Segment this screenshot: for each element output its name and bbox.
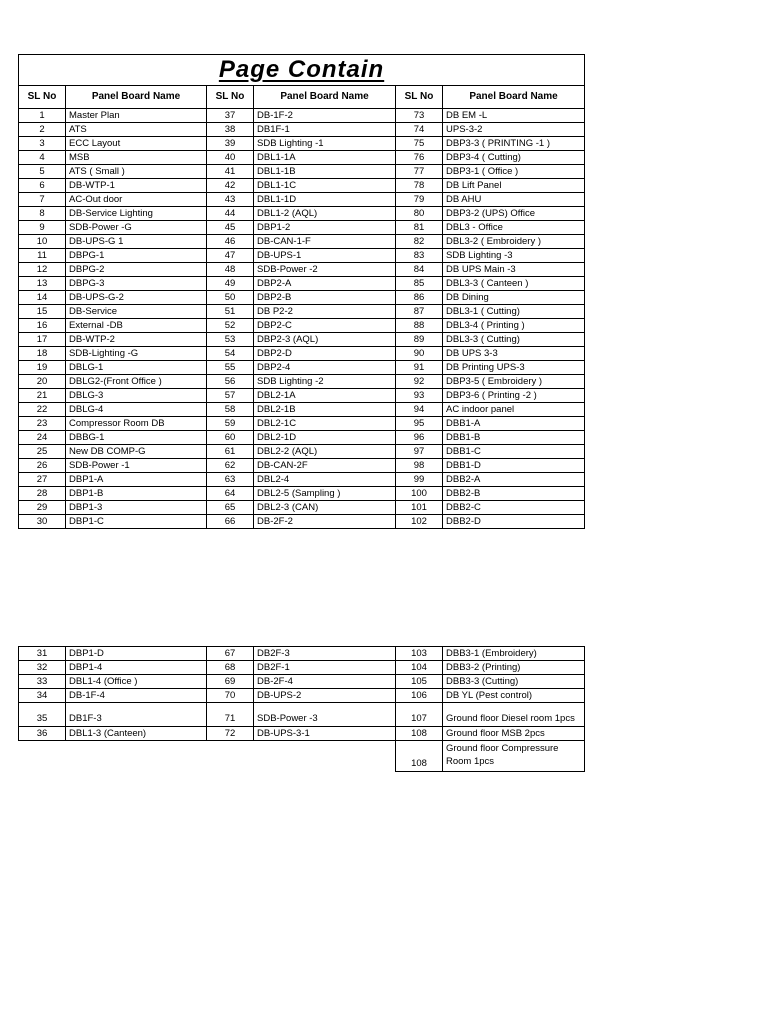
serial-number-cell: 3 xyxy=(19,137,66,151)
serial-number-cell: 100 xyxy=(396,487,443,501)
empty-cell xyxy=(66,741,207,772)
serial-number-cell: 22 xyxy=(19,403,66,417)
serial-number-cell: 46 xyxy=(207,235,254,249)
serial-number-cell: 62 xyxy=(207,459,254,473)
panel-board-index-table xyxy=(18,54,585,529)
panel-board-name-cell: DBL2-5 (Sampling ) xyxy=(254,487,396,501)
serial-number-cell: 43 xyxy=(207,193,254,207)
serial-number-cell: 107 xyxy=(396,703,443,727)
serial-number-cell: 108 xyxy=(396,727,443,741)
panel-board-name-cell: DBP3-5 ( Embroidery ) xyxy=(443,375,585,389)
empty-cell xyxy=(207,741,254,772)
panel-board-name-cell: DBP3-4 ( Cutting) xyxy=(443,151,585,165)
serial-number-cell: 103 xyxy=(396,647,443,661)
serial-number-cell: 19 xyxy=(19,361,66,375)
serial-number-cell: 30 xyxy=(19,515,66,529)
serial-number-cell: 31 xyxy=(19,647,66,661)
serial-number-cell: 41 xyxy=(207,165,254,179)
panel-board-name-cell: DBP1-D xyxy=(66,647,207,661)
table-row xyxy=(19,109,585,123)
panel-board-name-cell: DB P2-2 xyxy=(254,305,396,319)
panel-board-name-cell: DBL2-1B xyxy=(254,403,396,417)
panel-board-name-cell: DB EM -L xyxy=(443,109,585,123)
table-row xyxy=(19,501,585,515)
table-row xyxy=(19,151,585,165)
serial-number-cell: 67 xyxy=(207,647,254,661)
serial-number-cell: 28 xyxy=(19,487,66,501)
serial-number-cell: 64 xyxy=(207,487,254,501)
panel-board-name-cell: DBPG-3 xyxy=(66,277,207,291)
panel-board-name-cell: DBPG-2 xyxy=(66,263,207,277)
panel-board-name-cell: ECC Layout xyxy=(66,137,207,151)
table-row xyxy=(19,689,585,703)
serial-number-cell: 72 xyxy=(207,727,254,741)
panel-board-name-cell: Master Plan xyxy=(66,109,207,123)
serial-number-cell: 94 xyxy=(396,403,443,417)
serial-number-cell: 21 xyxy=(19,389,66,403)
header-row xyxy=(19,86,585,109)
panel-board-name-cell: DB YL (Pest control) xyxy=(443,689,585,703)
panel-board-name-cell: ATS xyxy=(66,123,207,137)
serial-number-cell: 29 xyxy=(19,501,66,515)
panel-board-name-cell: SDB Lighting -2 xyxy=(254,375,396,389)
serial-number-cell: 9 xyxy=(19,221,66,235)
table-row xyxy=(19,207,585,221)
serial-number-cell: 65 xyxy=(207,501,254,515)
serial-number-cell: 105 xyxy=(396,675,443,689)
serial-number-cell: 12 xyxy=(19,263,66,277)
panel-board-name-cell: SDB-Lighting -G xyxy=(66,347,207,361)
panel-board-name-cell: ATS ( Small ) xyxy=(66,165,207,179)
panel-board-name-cell: AC indoor panel xyxy=(443,403,585,417)
panel-board-name-cell: Ground floor Diesel room 1pcs xyxy=(443,703,585,727)
serial-number-cell: 47 xyxy=(207,249,254,263)
panel-board-name-cell: DB-2F-4 xyxy=(254,675,396,689)
serial-number-cell: 23 xyxy=(19,417,66,431)
serial-number-cell: 44 xyxy=(207,207,254,221)
panel-board-name-cell: DBL3 - Office xyxy=(443,221,585,235)
serial-number-cell: 26 xyxy=(19,459,66,473)
serial-number-cell: 33 xyxy=(19,675,66,689)
panel-board-name-cell: MSB xyxy=(66,151,207,165)
panel-board-name-cell: SDB-Power -3 xyxy=(254,703,396,727)
serial-number-cell: 82 xyxy=(396,235,443,249)
serial-number-cell: 24 xyxy=(19,431,66,445)
serial-number-cell: 17 xyxy=(19,333,66,347)
table-row xyxy=(19,417,585,431)
serial-number-cell: 27 xyxy=(19,473,66,487)
table-row xyxy=(19,647,585,661)
panel-board-name-cell: DBP1-A xyxy=(66,473,207,487)
page-title-cell xyxy=(19,55,585,86)
panel-board-name-cell: DBP3-3 ( PRINTING -1 ) xyxy=(443,137,585,151)
serial-number-cell: 91 xyxy=(396,361,443,375)
col-header-sl: SL No xyxy=(396,86,443,109)
panel-board-name-cell: DBB1-D xyxy=(443,459,585,473)
panel-board-name-cell: DB2F-3 xyxy=(254,647,396,661)
serial-number-cell: 71 xyxy=(207,703,254,727)
serial-number-cell: 25 xyxy=(19,445,66,459)
panel-board-name-cell: DBP1-C xyxy=(66,515,207,529)
serial-number-cell: 13 xyxy=(19,277,66,291)
table-row xyxy=(19,487,585,501)
panel-board-name-cell: DBL3-2 ( Embroidery ) xyxy=(443,235,585,249)
serial-number-cell: 6 xyxy=(19,179,66,193)
serial-number-cell: 89 xyxy=(396,333,443,347)
panel-board-name-cell: SDB Lighting -3 xyxy=(443,249,585,263)
panel-board-name-cell: DBLG-3 xyxy=(66,389,207,403)
table-row xyxy=(19,375,585,389)
panel-board-name-cell: DB-UPS-1 xyxy=(254,249,396,263)
table-row xyxy=(19,263,585,277)
panel-board-name-cell: DB-UPS-G 1 xyxy=(66,235,207,249)
panel-board-name-cell: DBB3-1 (Embroidery) xyxy=(443,647,585,661)
table-row xyxy=(19,165,585,179)
panel-board-index-table-continued xyxy=(18,646,585,772)
table-row xyxy=(19,459,585,473)
serial-number-cell: 52 xyxy=(207,319,254,333)
serial-number-cell: 84 xyxy=(396,263,443,277)
panel-board-name-cell: DBP3-1 ( Office ) xyxy=(443,165,585,179)
panel-board-name-cell: New DB COMP-G xyxy=(66,445,207,459)
table-row xyxy=(19,741,585,772)
serial-number-cell: 50 xyxy=(207,291,254,305)
panel-board-name-cell: DBL2-2 (AQL) xyxy=(254,445,396,459)
panel-board-name-cell: DBP2-3 (AQL) xyxy=(254,333,396,347)
serial-number-cell: 99 xyxy=(396,473,443,487)
table-row xyxy=(19,515,585,529)
serial-number-cell: 7 xyxy=(19,193,66,207)
table-row xyxy=(19,221,585,235)
table-row xyxy=(19,403,585,417)
empty-cell xyxy=(254,741,396,772)
col-header-sl: SL No xyxy=(207,86,254,109)
serial-number-cell: 10 xyxy=(19,235,66,249)
table-row xyxy=(19,361,585,375)
table-row xyxy=(19,291,585,305)
panel-board-name-cell: Ground floor Compressure Room 1pcs xyxy=(443,741,585,772)
serial-number-cell: 95 xyxy=(396,417,443,431)
serial-number-cell: 74 xyxy=(396,123,443,137)
panel-board-name-cell: DB-Service xyxy=(66,305,207,319)
table-row xyxy=(19,445,585,459)
serial-number-cell: 104 xyxy=(396,661,443,675)
serial-number-cell: 85 xyxy=(396,277,443,291)
serial-number-cell: 96 xyxy=(396,431,443,445)
serial-number-cell: 49 xyxy=(207,277,254,291)
table-row xyxy=(19,703,585,727)
serial-number-cell: 75 xyxy=(396,137,443,151)
panel-board-name-cell: SDB-Power -1 xyxy=(66,459,207,473)
table-row xyxy=(19,333,585,347)
panel-board-name-cell: DBL2-3 (CAN) xyxy=(254,501,396,515)
panel-board-name-cell: DBL1-2 (AQL) xyxy=(254,207,396,221)
panel-board-name-cell: DBB2-C xyxy=(443,501,585,515)
serial-number-cell: 73 xyxy=(396,109,443,123)
table-row xyxy=(19,137,585,151)
serial-number-cell: 106 xyxy=(396,689,443,703)
serial-number-cell: 58 xyxy=(207,403,254,417)
table-row xyxy=(19,727,585,741)
panel-board-name-cell: DBL2-1C xyxy=(254,417,396,431)
serial-number-cell: 53 xyxy=(207,333,254,347)
panel-board-name-cell: DBL3-4 ( Printing ) xyxy=(443,319,585,333)
serial-number-cell: 2 xyxy=(19,123,66,137)
serial-number-cell: 57 xyxy=(207,389,254,403)
serial-number-cell: 108 xyxy=(396,741,443,772)
serial-number-cell: 92 xyxy=(396,375,443,389)
serial-number-cell: 40 xyxy=(207,151,254,165)
table-row xyxy=(19,123,585,137)
serial-number-cell: 20 xyxy=(19,375,66,389)
serial-number-cell: 77 xyxy=(396,165,443,179)
panel-board-name-cell: DBLG-4 xyxy=(66,403,207,417)
serial-number-cell: 87 xyxy=(396,305,443,319)
serial-number-cell: 68 xyxy=(207,661,254,675)
serial-number-cell: 5 xyxy=(19,165,66,179)
panel-board-name-cell: DBL1-1A xyxy=(254,151,396,165)
serial-number-cell: 34 xyxy=(19,689,66,703)
serial-number-cell: 90 xyxy=(396,347,443,361)
panel-board-name-cell: DB1F-3 xyxy=(66,703,207,727)
panel-board-name-cell: DBL2-4 xyxy=(254,473,396,487)
panel-board-name-cell: DB-UPS-3-1 xyxy=(254,727,396,741)
col-header-name: Panel Board Name xyxy=(66,86,207,109)
panel-board-name-cell: DBP1-2 xyxy=(254,221,396,235)
serial-number-cell: 59 xyxy=(207,417,254,431)
panel-board-name-cell: DB-Service Lighting xyxy=(66,207,207,221)
panel-board-name-cell: DB-UPS-G-2 xyxy=(66,291,207,305)
panel-board-name-cell: DB-1F-4 xyxy=(66,689,207,703)
serial-number-cell: 78 xyxy=(396,179,443,193)
serial-number-cell: 81 xyxy=(396,221,443,235)
serial-number-cell: 61 xyxy=(207,445,254,459)
panel-board-name-cell: DBP3-2 (UPS) Office xyxy=(443,207,585,221)
table-row xyxy=(19,319,585,333)
serial-number-cell: 37 xyxy=(207,109,254,123)
serial-number-cell: 16 xyxy=(19,319,66,333)
panel-board-name-cell: External -DB xyxy=(66,319,207,333)
serial-number-cell: 56 xyxy=(207,375,254,389)
serial-number-cell: 88 xyxy=(396,319,443,333)
serial-number-cell: 98 xyxy=(396,459,443,473)
serial-number-cell: 42 xyxy=(207,179,254,193)
panel-board-name-cell: DB AHU xyxy=(443,193,585,207)
serial-number-cell: 18 xyxy=(19,347,66,361)
serial-number-cell: 8 xyxy=(19,207,66,221)
panel-board-name-cell: DBP2-C xyxy=(254,319,396,333)
serial-number-cell: 86 xyxy=(396,291,443,305)
serial-number-cell: 38 xyxy=(207,123,254,137)
panel-board-name-cell: DB Printing UPS-3 xyxy=(443,361,585,375)
panel-board-name-cell: DB-2F-2 xyxy=(254,515,396,529)
table-row xyxy=(19,675,585,689)
panel-board-name-cell: DB-CAN-2F xyxy=(254,459,396,473)
serial-number-cell: 83 xyxy=(396,249,443,263)
table-row xyxy=(19,249,585,263)
panel-board-name-cell: UPS-3-2 xyxy=(443,123,585,137)
table-row xyxy=(19,661,585,675)
panel-board-name-cell: DBL3-1 ( Cutting) xyxy=(443,305,585,319)
serial-number-cell: 101 xyxy=(396,501,443,515)
panel-board-name-cell: DBLG-1 xyxy=(66,361,207,375)
serial-number-cell: 32 xyxy=(19,661,66,675)
serial-number-cell: 14 xyxy=(19,291,66,305)
panel-board-name-cell: DBP2-D xyxy=(254,347,396,361)
table-row xyxy=(19,347,585,361)
panel-board-name-cell: DBL1-3 (Canteen) xyxy=(66,727,207,741)
panel-board-name-cell: DBP2-4 xyxy=(254,361,396,375)
panel-board-name-cell: DB2F-1 xyxy=(254,661,396,675)
panel-board-name-cell: DBB2-B xyxy=(443,487,585,501)
table-row xyxy=(19,473,585,487)
panel-board-name-cell: DBP1-B xyxy=(66,487,207,501)
table-row xyxy=(19,235,585,249)
panel-board-name-cell: SDB-Power -G xyxy=(66,221,207,235)
panel-board-name-cell: DBL3-3 ( Cutting) xyxy=(443,333,585,347)
serial-number-cell: 36 xyxy=(19,727,66,741)
table-row xyxy=(19,193,585,207)
serial-number-cell: 51 xyxy=(207,305,254,319)
panel-board-name-cell: DB-CAN-1-F xyxy=(254,235,396,249)
panel-board-name-cell: DBP2-A xyxy=(254,277,396,291)
panel-board-name-cell: DBB1-C xyxy=(443,445,585,459)
panel-board-name-cell: DBB2-A xyxy=(443,473,585,487)
panel-board-name-cell: DB-WTP-2 xyxy=(66,333,207,347)
table-row xyxy=(19,389,585,403)
serial-number-cell: 63 xyxy=(207,473,254,487)
col-header-name: Panel Board Name xyxy=(443,86,585,109)
serial-number-cell: 55 xyxy=(207,361,254,375)
serial-number-cell: 35 xyxy=(19,703,66,727)
serial-number-cell: 66 xyxy=(207,515,254,529)
panel-board-name-cell: DBL2-1A xyxy=(254,389,396,403)
serial-number-cell: 60 xyxy=(207,431,254,445)
panel-board-name-cell: DBP1-3 xyxy=(66,501,207,515)
table-row xyxy=(19,431,585,445)
page-title: Page Contain xyxy=(218,56,385,83)
serial-number-cell: 69 xyxy=(207,675,254,689)
panel-board-name-cell: DBP3-6 ( Printing -2 ) xyxy=(443,389,585,403)
serial-number-cell: 39 xyxy=(207,137,254,151)
serial-number-cell: 79 xyxy=(396,193,443,207)
serial-number-cell: 48 xyxy=(207,263,254,277)
panel-board-name-cell: DBB1-A xyxy=(443,417,585,431)
panel-board-name-cell: DBB1-B xyxy=(443,431,585,445)
panel-board-name-cell: DB Dining xyxy=(443,291,585,305)
serial-number-cell: 1 xyxy=(19,109,66,123)
serial-number-cell: 80 xyxy=(396,207,443,221)
panel-board-name-cell: DBB3-2 (Printing) xyxy=(443,661,585,675)
panel-board-name-cell: DBL3-3 ( Canteen ) xyxy=(443,277,585,291)
serial-number-cell: 15 xyxy=(19,305,66,319)
serial-number-cell: 102 xyxy=(396,515,443,529)
panel-board-name-cell: DBLG2-(Front Office ) xyxy=(66,375,207,389)
panel-board-name-cell: DB1F-1 xyxy=(254,123,396,137)
panel-board-name-cell: DBL1-1B xyxy=(254,165,396,179)
panel-board-name-cell: DBL1-1D xyxy=(254,193,396,207)
panel-board-name-cell: DBL1-1C xyxy=(254,179,396,193)
serial-number-cell: 45 xyxy=(207,221,254,235)
table-row xyxy=(19,305,585,319)
serial-number-cell: 97 xyxy=(396,445,443,459)
panel-board-name-cell: DB-UPS-2 xyxy=(254,689,396,703)
panel-board-name-cell: DB UPS Main -3 xyxy=(443,263,585,277)
panel-board-name-cell: Ground floor MSB 2pcs xyxy=(443,727,585,741)
table-row xyxy=(19,277,585,291)
panel-board-name-cell: SDB Lighting -1 xyxy=(254,137,396,151)
panel-board-name-cell: DBB2-D xyxy=(443,515,585,529)
table-row xyxy=(19,179,585,193)
panel-board-name-cell: DB-WTP-1 xyxy=(66,179,207,193)
serial-number-cell: 76 xyxy=(396,151,443,165)
serial-number-cell: 93 xyxy=(396,389,443,403)
panel-board-name-cell: DB UPS 3-3 xyxy=(443,347,585,361)
panel-board-name-cell: DBP1-4 xyxy=(66,661,207,675)
col-header-name: Panel Board Name xyxy=(254,86,396,109)
panel-board-name-cell: DBP2-B xyxy=(254,291,396,305)
empty-cell xyxy=(19,741,66,772)
serial-number-cell: 70 xyxy=(207,689,254,703)
panel-board-name-cell: Compressor Room DB xyxy=(66,417,207,431)
panel-board-name-cell: SDB-Power -2 xyxy=(254,263,396,277)
serial-number-cell: 11 xyxy=(19,249,66,263)
panel-board-name-cell: AC-Out door xyxy=(66,193,207,207)
panel-board-name-cell: DBL2-1D xyxy=(254,431,396,445)
panel-board-name-cell: DBL1-4 (Office ) xyxy=(66,675,207,689)
panel-board-name-cell: DB-1F-2 xyxy=(254,109,396,123)
panel-board-name-cell: DBBG-1 xyxy=(66,431,207,445)
col-header-sl: SL No xyxy=(19,86,66,109)
serial-number-cell: 4 xyxy=(19,151,66,165)
panel-board-name-cell: DB Lift Panel xyxy=(443,179,585,193)
panel-board-name-cell: DBPG-1 xyxy=(66,249,207,263)
serial-number-cell: 54 xyxy=(207,347,254,361)
panel-board-name-cell: DBB3-3 (Cutting) xyxy=(443,675,585,689)
